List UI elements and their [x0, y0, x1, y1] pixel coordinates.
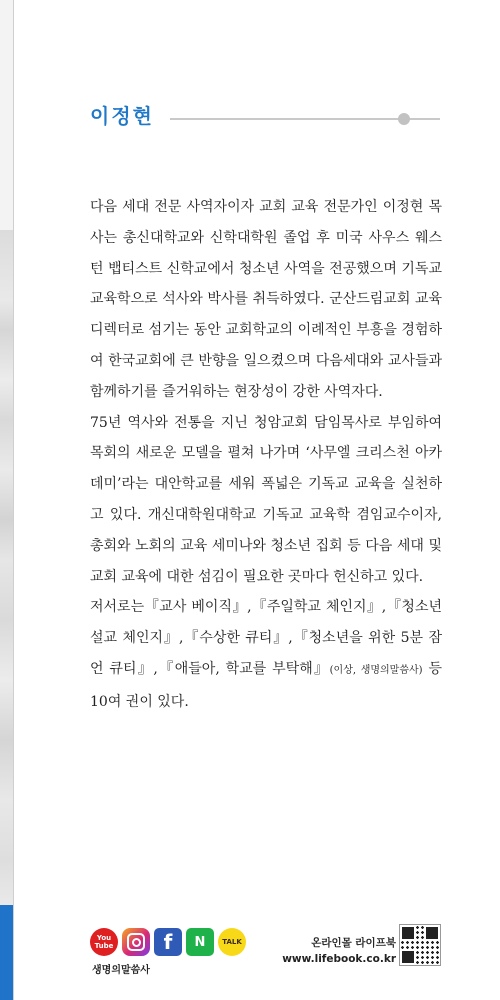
qr-code[interactable] [399, 924, 441, 966]
works-closing: 등 10여 권이 있다. [90, 660, 442, 710]
bio-paragraph: 다음 세대 전문 사역자이자 교회 교육 전문가인 이정현 목사는 총신대학교와 신학대학원 졸업 후 미국 사우스 웨스턴 뱁티스트 신학교에서 청소년 사역을 전공했으며 기독교 교육학으로 석사와 박사를 취득하였다. 군산드림교회 교육 디렉터로 섬기는 동안 교회학교의 이례적인 부흥을 경험하여 한국교회에 큰 반향을 일으켰으며 다음세대와 교사들과 함께하기를 즐거워하는 현장성이 강한 사역자다. [90, 199, 442, 400]
store-url[interactable]: www.lifebook.co.kr [282, 953, 396, 965]
works-publisher-note: (이상, 생명의말씀사) [329, 664, 423, 676]
bio-works-paragraph [90, 592, 442, 717]
instagram-glyph [127, 933, 145, 951]
facebook-icon[interactable]: f [154, 928, 182, 956]
social-icons [90, 928, 246, 956]
author-bio [90, 192, 442, 718]
kakaotalk-icon[interactable]: TALK [218, 928, 246, 956]
book-spine-edge [0, 0, 14, 1000]
title-divider-dot [398, 113, 410, 125]
bio-paragraph: 75년 역사와 전통을 지닌 청암교회 담임목사로 부임하여 목회의 새로운 모델을 펼쳐 나가며 ‘사무엘 크리스천 아카데미’라는 대안학교를 세워 폭넓은 기독교 교육을 실천하고 있다. 개신대학원대학교 기독교 교육학 겸임교수이자, 총회와 노회의 교육 세미나와 청소년 집회 등 다음 세대 및 교회 교육에 대한 섬김이 필요한 곳마다 헌신하고 있다. [90, 414, 442, 585]
publisher-name: 생명의말씀사 [92, 965, 150, 976]
online-store-label: 온라인몰 라이프북 [311, 937, 396, 949]
qr-pattern [400, 925, 440, 965]
youtube-icon[interactable]: You Tube [90, 928, 118, 956]
naver-icon[interactable]: N [186, 928, 214, 956]
author-name: 이정현 [90, 104, 154, 128]
works-list: 저서로는『교사 베이직』,『주일학교 체인지』,『청소년 설교 체인지』,『수상한 큐티』,『청소년을 위한 5분 잠언 큐티』,『애들아, 학교를 부탁해』 [90, 599, 442, 677]
spine-divider [13, 0, 14, 1000]
instagram-icon[interactable] [122, 928, 150, 956]
store-info [282, 935, 396, 967]
